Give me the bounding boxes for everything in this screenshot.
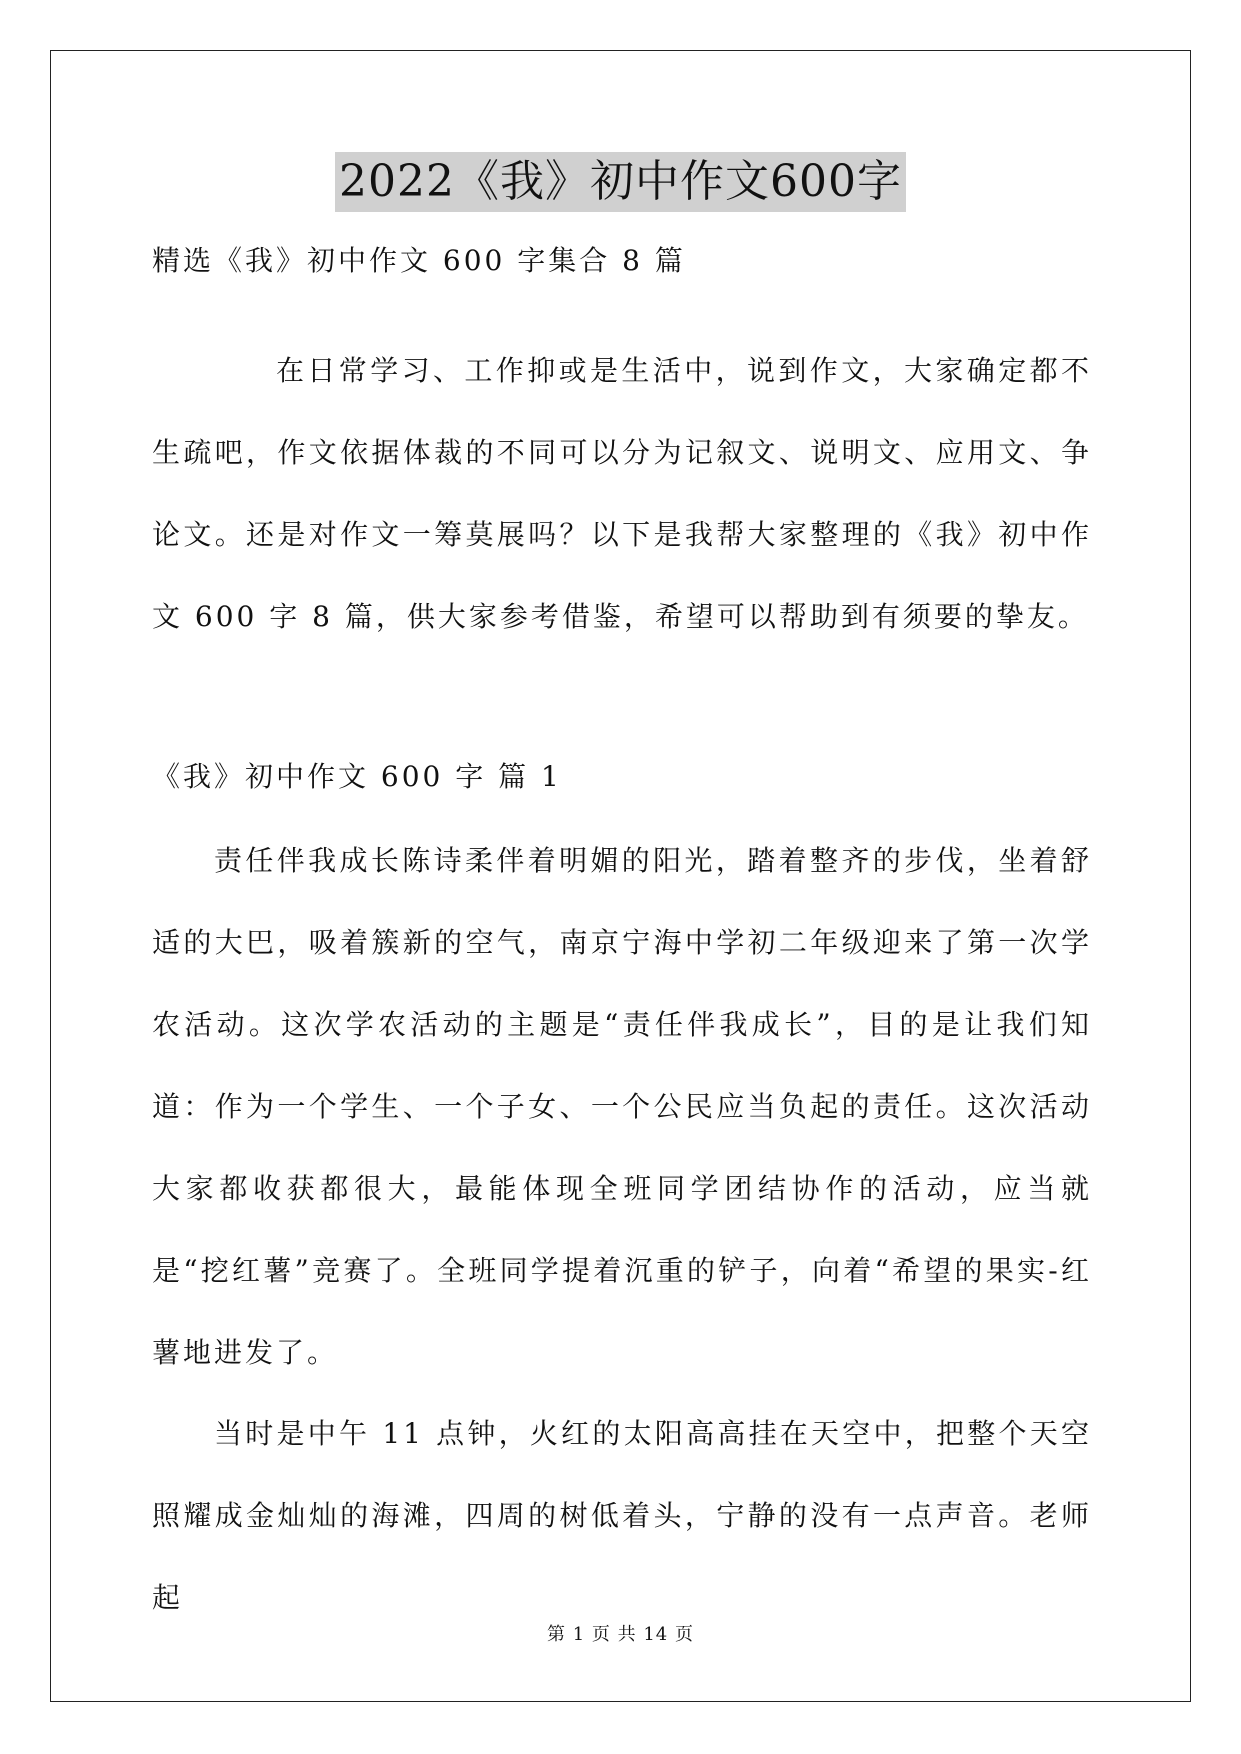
page-footer: 第 1 页 共 14 页 bbox=[547, 1624, 694, 1645]
body-paragraph-1: 责任伴我成长陈诗柔伴着明媚的阳光，踏着整齐的步伐，坐着舒适的大巴，吸着簇新的空气，南京宁海中学初二年级迎来了第一次学农活动。这次学农活动的主题是“责任伴我成长”，目的是让我们知道：作为一个学生、一个子女、一个公民应当负起的责任。这次活动大家都收获都很大，最能体现全班同学团结协作的活动，应当就是“挖红薯”竞赛了。全班同学提着沉重的铲子，向着“希望的果实-红薯地进发了。 bbox=[152, 844, 1092, 1369]
body-paragraph-2: 当时是中午 11 点钟，火红的太阳高高挂在天空中，把整个天空照耀成金灿灿的海滩，四周的树低着头，宁静的没有一点声音。老师起 bbox=[152, 1417, 1092, 1614]
document-subtitle: 精选《我》初中作文 600 字集合 8 篇 bbox=[152, 244, 686, 277]
section-heading: 《我》初中作文 600 字 篇 1 bbox=[152, 760, 562, 793]
document-title: 2022《我》初中作文600字 bbox=[335, 152, 906, 212]
title-container bbox=[0, 152, 1241, 212]
intro-paragraph: 在日常学习、工作抑或是生活中，说到作文，大家确定都不生疏吧，作文依据体裁的不同可以分为记叙文、说明文、应用文、争论文。还是对作文一筹莫展吗？以下是我帮大家整理的《我》初中作文 600 字 8 篇，供大家参考借鉴，希望可以帮助到有须要的挚友。 bbox=[152, 354, 1092, 633]
